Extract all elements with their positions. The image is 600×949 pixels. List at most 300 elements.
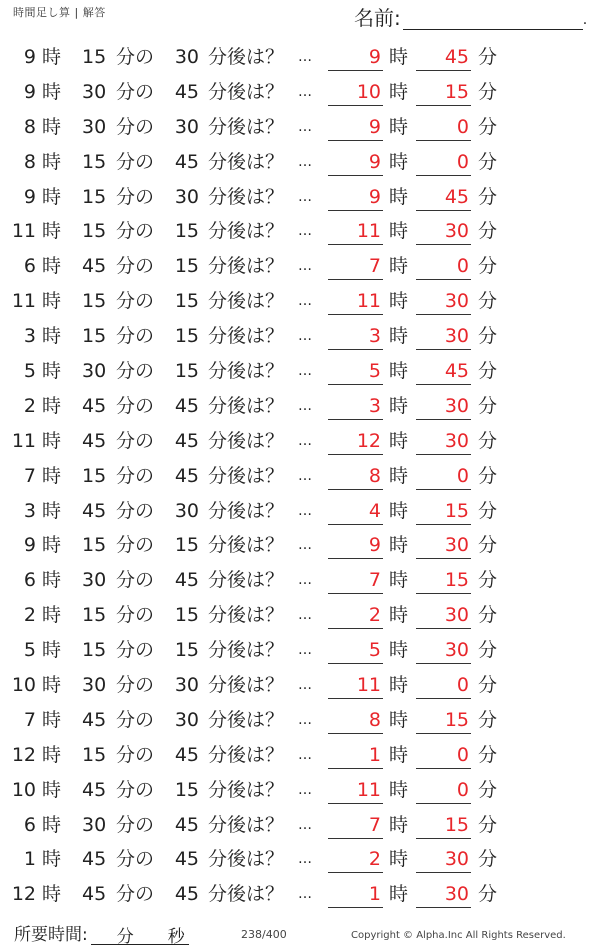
minute-label: 分 bbox=[478, 290, 498, 313]
added-minutes: 15 bbox=[174, 360, 199, 383]
answer-minute: 30 bbox=[416, 598, 471, 629]
ellipsis: … bbox=[298, 607, 312, 624]
minutes-later-label: 分後は？ bbox=[208, 150, 285, 173]
second-unit: 秒 bbox=[167, 927, 185, 947]
minute-label: 分 bbox=[478, 115, 498, 138]
answer-hour: 10 bbox=[328, 75, 383, 106]
answer-hour: 9 bbox=[328, 40, 383, 71]
hour-label: 時 bbox=[42, 325, 62, 348]
ellipsis: … bbox=[298, 677, 312, 694]
hour-label: 時 bbox=[42, 674, 62, 697]
start-hour: 10 bbox=[11, 674, 36, 697]
time-required-line bbox=[91, 922, 189, 945]
minute-of-label: 分の bbox=[116, 499, 155, 522]
minute-of-label: 分の bbox=[116, 46, 155, 68]
hour-label: 時 bbox=[42, 569, 62, 592]
hour-label: 時 bbox=[389, 115, 409, 138]
added-minutes: 15 bbox=[174, 325, 199, 348]
minutes-later-label: 分後は？ bbox=[208, 185, 285, 208]
start-minute: 45 bbox=[82, 708, 107, 731]
added-minutes: 30 bbox=[174, 708, 199, 731]
problem-row bbox=[0, 319, 600, 354]
minutes-later-label: 分後は？ bbox=[208, 46, 285, 68]
minute-label: 分 bbox=[478, 150, 498, 173]
minute-label: 分 bbox=[478, 883, 498, 906]
minute-of-label: 分の bbox=[116, 604, 155, 627]
minute-label: 分 bbox=[478, 185, 498, 208]
answer-minute: 0 bbox=[416, 668, 471, 699]
minute-of-label: 分の bbox=[116, 813, 155, 836]
minute-label: 分 bbox=[478, 360, 498, 383]
minute-of-label: 分の bbox=[116, 115, 155, 138]
answer-hour: 8 bbox=[328, 703, 383, 734]
answer-minute: 0 bbox=[416, 145, 471, 176]
hour-label: 時 bbox=[42, 394, 62, 417]
problem-row bbox=[0, 180, 600, 215]
answer-minute: 30 bbox=[416, 389, 471, 420]
problem-row bbox=[0, 75, 600, 110]
minute-label: 分 bbox=[478, 778, 498, 801]
start-hour: 2 bbox=[23, 604, 36, 627]
hour-label: 時 bbox=[42, 499, 62, 522]
ellipsis: … bbox=[298, 397, 312, 414]
answer-minute: 45 bbox=[416, 40, 471, 71]
hour-label: 時 bbox=[42, 115, 62, 138]
ellipsis: … bbox=[298, 118, 312, 135]
start-minute: 30 bbox=[82, 569, 107, 592]
answer-minute: 30 bbox=[416, 842, 471, 873]
problem-row bbox=[0, 598, 600, 633]
minute-label: 分 bbox=[478, 639, 498, 662]
problem-list bbox=[0, 40, 600, 912]
minute-label: 分 bbox=[478, 325, 498, 348]
answer-hour: 11 bbox=[328, 773, 383, 804]
start-minute: 15 bbox=[82, 325, 107, 348]
minute-label: 分 bbox=[478, 80, 498, 103]
start-minute: 30 bbox=[82, 813, 107, 836]
minute-label: 分 bbox=[478, 255, 498, 278]
added-minutes: 45 bbox=[174, 464, 199, 487]
answer-hour: 3 bbox=[328, 389, 383, 420]
problem-row bbox=[0, 877, 600, 912]
added-minutes: 30 bbox=[174, 499, 199, 522]
ellipsis: … bbox=[298, 816, 312, 833]
minute-unit: 分 bbox=[116, 927, 134, 947]
start-minute: 30 bbox=[82, 674, 107, 697]
start-hour: 9 bbox=[23, 46, 36, 68]
minutes-later-label: 分後は？ bbox=[208, 464, 285, 487]
ellipsis: … bbox=[298, 83, 312, 100]
minute-label: 分 bbox=[478, 848, 498, 871]
minute-of-label: 分の bbox=[116, 429, 155, 452]
start-minute: 30 bbox=[82, 115, 107, 138]
minute-of-label: 分の bbox=[116, 883, 155, 906]
problem-row bbox=[0, 389, 600, 424]
added-minutes: 15 bbox=[174, 290, 199, 313]
start-minute: 15 bbox=[82, 185, 107, 208]
hour-label: 時 bbox=[42, 778, 62, 801]
problem-row bbox=[0, 842, 600, 877]
added-minutes: 45 bbox=[174, 429, 199, 452]
minutes-later-label: 分後は？ bbox=[208, 848, 285, 871]
start-hour: 3 bbox=[23, 325, 36, 348]
answer-minute: 15 bbox=[416, 563, 471, 594]
hour-label: 時 bbox=[42, 883, 62, 906]
added-minutes: 15 bbox=[174, 604, 199, 627]
ellipsis: … bbox=[298, 711, 312, 728]
problem-row bbox=[0, 110, 600, 145]
hour-label: 時 bbox=[389, 708, 409, 731]
start-hour: 5 bbox=[23, 639, 36, 662]
problem-row bbox=[0, 633, 600, 668]
minute-of-label: 分の bbox=[116, 569, 155, 592]
minute-of-label: 分の bbox=[116, 743, 155, 766]
hour-label: 時 bbox=[42, 708, 62, 731]
answer-hour: 12 bbox=[328, 424, 383, 455]
minute-label: 分 bbox=[478, 674, 498, 697]
minute-of-label: 分の bbox=[116, 708, 155, 731]
start-minute: 45 bbox=[82, 429, 107, 452]
minute-of-label: 分の bbox=[116, 848, 155, 871]
minute-label: 分 bbox=[478, 464, 498, 487]
minutes-later-label: 分後は？ bbox=[208, 220, 285, 243]
hour-label: 時 bbox=[42, 534, 62, 557]
name-underline bbox=[403, 9, 583, 30]
ellipsis: … bbox=[298, 188, 312, 205]
problem-row bbox=[0, 249, 600, 284]
answer-minute: 15 bbox=[416, 808, 471, 839]
minute-label: 分 bbox=[478, 46, 498, 68]
answer-hour: 1 bbox=[328, 738, 383, 769]
ellipsis: … bbox=[298, 363, 312, 380]
hour-label: 時 bbox=[42, 743, 62, 766]
minutes-later-label: 分後は？ bbox=[208, 534, 285, 557]
start-hour: 12 bbox=[11, 883, 36, 906]
answer-minute: 30 bbox=[416, 528, 471, 559]
answer-minute: 30 bbox=[416, 877, 471, 908]
start-hour: 11 bbox=[11, 220, 36, 243]
hour-label: 時 bbox=[389, 674, 409, 697]
problem-row bbox=[0, 703, 600, 738]
hour-label: 時 bbox=[42, 464, 62, 487]
hour-label: 時 bbox=[42, 848, 62, 871]
time-required-label: 所要時間: bbox=[14, 925, 88, 945]
minute-label: 分 bbox=[478, 813, 498, 836]
hour-label: 時 bbox=[389, 639, 409, 662]
answer-hour: 8 bbox=[328, 459, 383, 490]
hour-label: 時 bbox=[389, 604, 409, 627]
start-minute: 45 bbox=[82, 394, 107, 417]
hour-label: 時 bbox=[389, 394, 409, 417]
ellipsis: … bbox=[298, 642, 312, 659]
minute-of-label: 分の bbox=[116, 150, 155, 173]
minutes-later-label: 分後は？ bbox=[208, 604, 285, 627]
start-minute: 15 bbox=[82, 46, 107, 68]
start-hour: 10 bbox=[11, 778, 36, 801]
problem-row bbox=[0, 424, 600, 459]
name-label: 名前: bbox=[354, 6, 401, 30]
hour-label: 時 bbox=[42, 290, 62, 313]
problem-row bbox=[0, 459, 600, 494]
hour-label: 時 bbox=[389, 46, 409, 68]
minutes-later-label: 分後は？ bbox=[208, 778, 285, 801]
start-hour: 6 bbox=[23, 569, 36, 592]
hour-label: 時 bbox=[389, 325, 409, 348]
start-hour: 9 bbox=[23, 80, 36, 103]
added-minutes: 15 bbox=[174, 639, 199, 662]
start-minute: 45 bbox=[82, 499, 107, 522]
start-minute: 15 bbox=[82, 639, 107, 662]
start-hour: 6 bbox=[23, 255, 36, 278]
start-minute: 15 bbox=[82, 220, 107, 243]
hour-label: 時 bbox=[389, 80, 409, 103]
hour-label: 時 bbox=[42, 255, 62, 278]
start-minute: 45 bbox=[82, 255, 107, 278]
added-minutes: 45 bbox=[174, 569, 199, 592]
hour-label: 時 bbox=[42, 46, 62, 68]
answer-hour: 11 bbox=[328, 284, 383, 315]
worksheet-title: 時間足し算 | 解答 bbox=[13, 6, 106, 19]
minute-label: 分 bbox=[478, 569, 498, 592]
ellipsis: … bbox=[298, 153, 312, 170]
page-number: 238/400 bbox=[241, 928, 287, 941]
hour-label: 時 bbox=[389, 360, 409, 383]
minute-label: 分 bbox=[478, 534, 498, 557]
start-hour: 9 bbox=[23, 534, 36, 557]
start-hour: 7 bbox=[23, 708, 36, 731]
added-minutes: 45 bbox=[174, 743, 199, 766]
hour-label: 時 bbox=[42, 220, 62, 243]
answer-hour: 5 bbox=[328, 633, 383, 664]
start-hour: 7 bbox=[23, 464, 36, 487]
hour-label: 時 bbox=[389, 255, 409, 278]
hour-label: 時 bbox=[42, 360, 62, 383]
start-minute: 15 bbox=[82, 150, 107, 173]
minutes-later-label: 分後は？ bbox=[208, 743, 285, 766]
ellipsis: … bbox=[298, 746, 312, 763]
answer-minute: 0 bbox=[416, 459, 471, 490]
minute-of-label: 分の bbox=[116, 325, 155, 348]
minutes-later-label: 分後は？ bbox=[208, 499, 285, 522]
answer-minute: 0 bbox=[416, 249, 471, 280]
hour-label: 時 bbox=[42, 639, 62, 662]
hour-label: 時 bbox=[42, 604, 62, 627]
answer-hour: 5 bbox=[328, 354, 383, 385]
added-minutes: 30 bbox=[174, 185, 199, 208]
ellipsis: … bbox=[298, 432, 312, 449]
minutes-later-label: 分後は？ bbox=[208, 813, 285, 836]
start-hour: 8 bbox=[23, 150, 36, 173]
ellipsis: … bbox=[298, 467, 312, 484]
hour-label: 時 bbox=[389, 290, 409, 313]
ellipsis: … bbox=[298, 328, 312, 345]
answer-minute: 45 bbox=[416, 354, 471, 385]
ellipsis: … bbox=[298, 572, 312, 589]
answer-hour: 9 bbox=[328, 528, 383, 559]
problem-row bbox=[0, 738, 600, 773]
answer-hour: 9 bbox=[328, 180, 383, 211]
hour-label: 時 bbox=[389, 429, 409, 452]
minutes-later-label: 分後は？ bbox=[208, 80, 285, 103]
start-hour: 11 bbox=[11, 290, 36, 313]
minutes-later-label: 分後は？ bbox=[208, 708, 285, 731]
minute-of-label: 分の bbox=[116, 464, 155, 487]
hour-label: 時 bbox=[389, 534, 409, 557]
hour-label: 時 bbox=[42, 429, 62, 452]
problem-row bbox=[0, 354, 600, 389]
ellipsis: … bbox=[298, 537, 312, 554]
hour-label: 時 bbox=[389, 569, 409, 592]
start-hour: 11 bbox=[11, 429, 36, 452]
minute-label: 分 bbox=[478, 499, 498, 522]
problem-row bbox=[0, 528, 600, 563]
minute-of-label: 分の bbox=[116, 360, 155, 383]
answer-minute: 45 bbox=[416, 180, 471, 211]
answer-hour: 2 bbox=[328, 842, 383, 873]
start-hour: 12 bbox=[11, 743, 36, 766]
name-field bbox=[354, 6, 587, 30]
minutes-later-label: 分後は？ bbox=[208, 115, 285, 138]
minutes-later-label: 分後は？ bbox=[208, 325, 285, 348]
added-minutes: 30 bbox=[174, 674, 199, 697]
ellipsis: … bbox=[298, 258, 312, 275]
problem-row bbox=[0, 214, 600, 249]
added-minutes: 45 bbox=[174, 80, 199, 103]
ellipsis: … bbox=[298, 223, 312, 240]
hour-label: 時 bbox=[389, 220, 409, 243]
added-minutes: 45 bbox=[174, 813, 199, 836]
minutes-later-label: 分後は？ bbox=[208, 255, 285, 278]
start-minute: 15 bbox=[82, 604, 107, 627]
hour-label: 時 bbox=[389, 464, 409, 487]
start-hour: 3 bbox=[23, 499, 36, 522]
answer-hour: 7 bbox=[328, 563, 383, 594]
minutes-later-label: 分後は？ bbox=[208, 290, 285, 313]
answer-minute: 30 bbox=[416, 633, 471, 664]
hour-label: 時 bbox=[389, 883, 409, 906]
hour-label: 時 bbox=[42, 813, 62, 836]
start-hour: 5 bbox=[23, 360, 36, 383]
answer-hour: 2 bbox=[328, 598, 383, 629]
added-minutes: 30 bbox=[174, 115, 199, 138]
minute-of-label: 分の bbox=[116, 674, 155, 697]
start-minute: 30 bbox=[82, 360, 107, 383]
answer-hour: 4 bbox=[328, 494, 383, 525]
answer-hour: 11 bbox=[328, 668, 383, 699]
time-required bbox=[14, 920, 189, 945]
hour-label: 時 bbox=[389, 185, 409, 208]
start-minute: 45 bbox=[82, 778, 107, 801]
minutes-later-label: 分後は？ bbox=[208, 674, 285, 697]
minutes-later-label: 分後は？ bbox=[208, 569, 285, 592]
answer-hour: 1 bbox=[328, 877, 383, 908]
added-minutes: 15 bbox=[174, 220, 199, 243]
answer-hour: 7 bbox=[328, 249, 383, 280]
minute-label: 分 bbox=[478, 604, 498, 627]
hour-label: 時 bbox=[389, 150, 409, 173]
added-minutes: 45 bbox=[174, 394, 199, 417]
answer-hour: 7 bbox=[328, 808, 383, 839]
answer-minute: 0 bbox=[416, 110, 471, 141]
added-minutes: 30 bbox=[174, 46, 199, 68]
start-hour: 6 bbox=[23, 813, 36, 836]
answer-minute: 0 bbox=[416, 773, 471, 804]
problem-row bbox=[0, 773, 600, 808]
ellipsis: … bbox=[298, 781, 312, 798]
ellipsis: … bbox=[298, 293, 312, 310]
minute-label: 分 bbox=[478, 708, 498, 731]
answer-hour: 9 bbox=[328, 145, 383, 176]
answer-minute: 0 bbox=[416, 738, 471, 769]
minutes-later-label: 分後は？ bbox=[208, 429, 285, 452]
added-minutes: 45 bbox=[174, 883, 199, 906]
minute-of-label: 分の bbox=[116, 639, 155, 662]
start-minute: 45 bbox=[82, 848, 107, 871]
start-hour: 2 bbox=[23, 394, 36, 417]
answer-hour: 3 bbox=[328, 319, 383, 350]
answer-minute: 30 bbox=[416, 424, 471, 455]
minute-of-label: 分の bbox=[116, 80, 155, 103]
ellipsis: … bbox=[298, 49, 312, 65]
minute-of-label: 分の bbox=[116, 220, 155, 243]
hour-label: 時 bbox=[389, 813, 409, 836]
hour-label: 時 bbox=[42, 185, 62, 208]
minute-label: 分 bbox=[478, 394, 498, 417]
answer-minute: 30 bbox=[416, 214, 471, 245]
start-minute: 15 bbox=[82, 743, 107, 766]
start-minute: 15 bbox=[82, 464, 107, 487]
added-minutes: 15 bbox=[174, 255, 199, 278]
hour-label: 時 bbox=[389, 848, 409, 871]
start-minute: 15 bbox=[82, 290, 107, 313]
hour-label: 時 bbox=[42, 150, 62, 173]
start-hour: 1 bbox=[23, 848, 36, 871]
problem-row bbox=[0, 40, 600, 75]
minute-of-label: 分の bbox=[116, 778, 155, 801]
problem-row bbox=[0, 284, 600, 319]
minutes-later-label: 分後は？ bbox=[208, 639, 285, 662]
added-minutes: 15 bbox=[174, 534, 199, 557]
minute-of-label: 分の bbox=[116, 255, 155, 278]
minute-label: 分 bbox=[478, 429, 498, 452]
problem-row bbox=[0, 494, 600, 529]
problem-row bbox=[0, 668, 600, 703]
answer-hour: 11 bbox=[328, 214, 383, 245]
minute-of-label: 分の bbox=[116, 290, 155, 313]
minute-of-label: 分の bbox=[116, 394, 155, 417]
minutes-later-label: 分後は？ bbox=[208, 883, 285, 906]
start-minute: 30 bbox=[82, 80, 107, 103]
start-hour: 8 bbox=[23, 115, 36, 138]
ellipsis: … bbox=[298, 502, 312, 519]
minutes-later-label: 分後は？ bbox=[208, 360, 285, 383]
added-minutes: 45 bbox=[174, 150, 199, 173]
answer-minute: 30 bbox=[416, 319, 471, 350]
start-minute: 45 bbox=[82, 883, 107, 906]
answer-minute: 30 bbox=[416, 284, 471, 315]
start-minute: 15 bbox=[82, 534, 107, 557]
ellipsis: … bbox=[298, 851, 312, 868]
answer-minute: 15 bbox=[416, 494, 471, 525]
ellipsis: … bbox=[298, 886, 312, 903]
minute-label: 分 bbox=[478, 743, 498, 766]
minute-label: 分 bbox=[478, 220, 498, 243]
hour-label: 時 bbox=[389, 499, 409, 522]
problem-row bbox=[0, 563, 600, 598]
name-terminator: . bbox=[582, 12, 588, 28]
answer-minute: 15 bbox=[416, 703, 471, 734]
problem-row bbox=[0, 808, 600, 843]
